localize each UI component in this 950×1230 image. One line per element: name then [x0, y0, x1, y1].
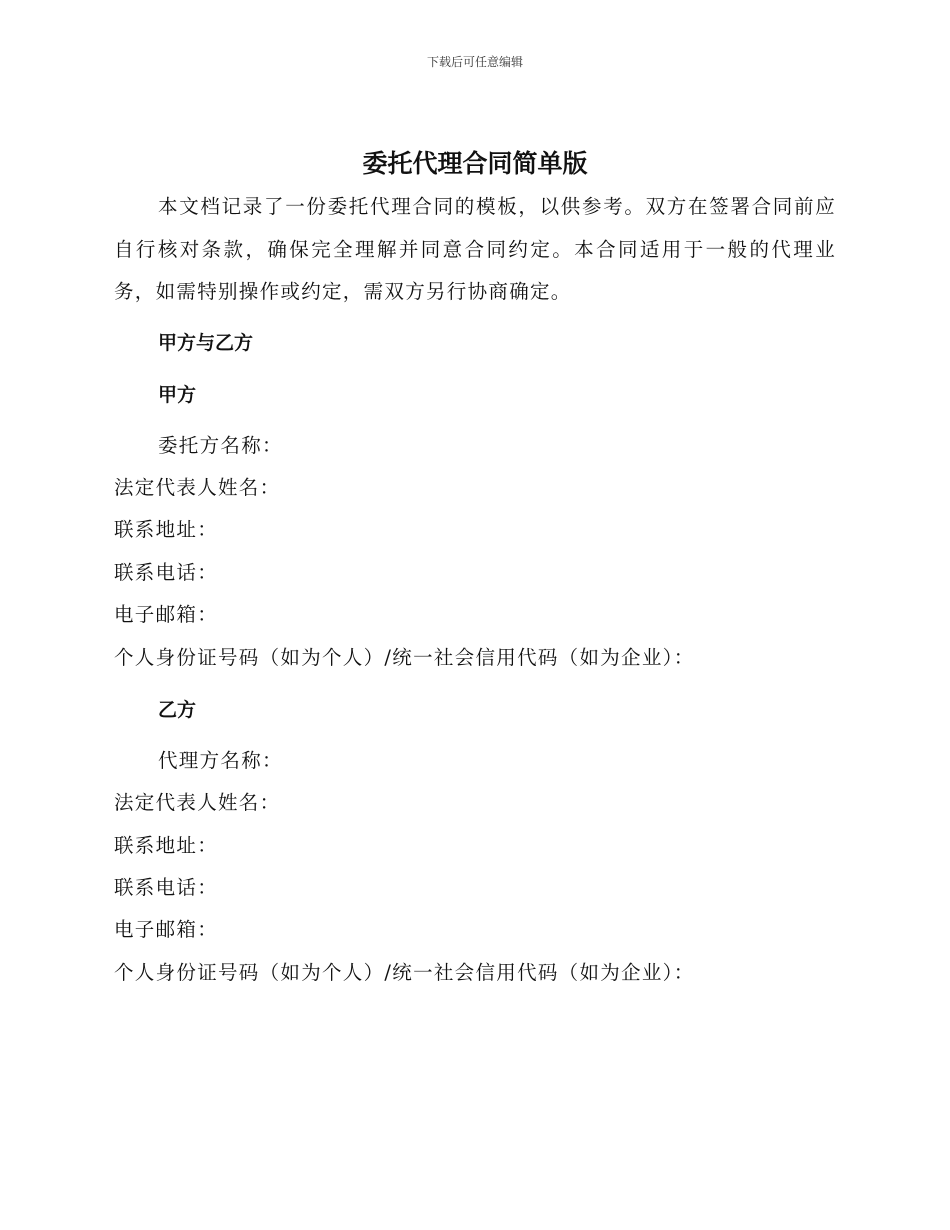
party-a-email-field: 电子邮箱： — [114, 603, 219, 626]
party-b-heading: 乙方 — [158, 699, 197, 721]
party-a-id-field: 个人身份证号码（如为个人）/统一社会信用代码（如为企业）： — [114, 646, 695, 669]
party-a-address-field: 联系地址： — [114, 518, 219, 541]
party-b-address-field: 联系地址： — [114, 834, 219, 857]
parties-heading: 甲方与乙方 — [158, 332, 254, 354]
document-title: 委托代理合同简单版 — [362, 149, 588, 178]
party-a-representative-field: 法定代表人姓名： — [114, 476, 281, 499]
intro-paragraph: 本文档记录了一份委托代理合同的模板，以供参考。双方在签署合同前应自行核对条款，确保完全理解并同意合同约定。本合同适用于一般的代理业务，如需特别操作或约定，需双方另行协商确定。 — [114, 195, 836, 303]
party-a-name-field: 委托方名称： — [158, 434, 283, 457]
party-a-phone-field: 联系电话： — [114, 561, 219, 584]
party-a-heading: 甲方 — [158, 384, 197, 406]
party-b-id-field: 个人身份证号码（如为个人）/统一社会信用代码（如为企业）： — [114, 961, 695, 984]
party-b-email-field: 电子邮箱： — [114, 918, 219, 941]
party-b-representative-field: 法定代表人姓名： — [114, 791, 281, 814]
page-header-note: 下载后可任意编辑 — [426, 55, 523, 69]
party-b-phone-field: 联系电话： — [114, 876, 219, 899]
party-b-name-field: 代理方名称： — [158, 749, 283, 772]
